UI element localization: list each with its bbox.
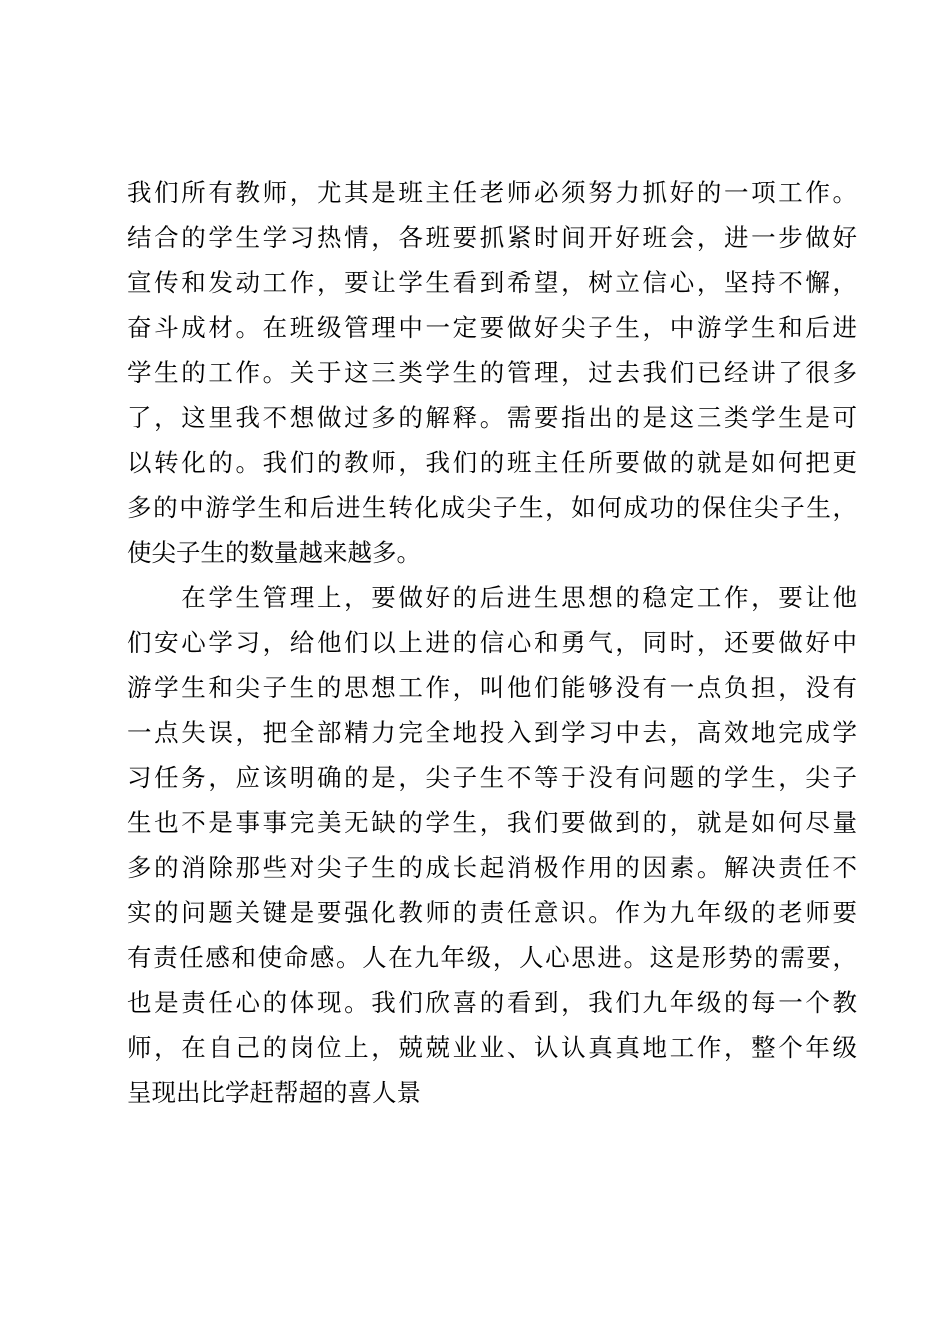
text-line: 也是责任心的体现。我们欣喜的看到，我们九年级的每一个教 [127,988,857,1017]
text-line: 以转化的。我们的教师，我们的班主任所要做的就是如何把更 [127,448,857,477]
text-line: 学生的工作。关于这三类学生的管理，过去我们已经讲了很多 [127,358,857,387]
text-line: 多的中游学生和后进生转化成尖子生，如何成功的保住尖子生， [127,493,857,522]
text-line: 使尖子生的数量越来越多。 [127,538,421,567]
text-line: 实的问题关键是要强化教师的责任意识。作为九年级的老师要 [127,898,857,927]
text-line: 结合的学生学习热情，各班要抓紧时间开好班会，进一步做好 [127,223,857,252]
text-line: 宣传和发动工作，要让学生看到希望，树立信心，坚持不懈， [127,268,857,297]
text-line: 生也不是事事完美无缺的学生，我们要做到的，就是如何尽量 [127,808,857,837]
text-line: 们安心学习，给他们以上进的信心和勇气，同时，还要做好中 [127,628,857,657]
text-line: 游学生和尖子生的思想工作，叫他们能够没有一点负担，没有 [127,673,857,702]
text-line: 我们所有教师，尤其是班主任老师必须努力抓好的一项工作。 [127,178,857,207]
text-line: 呈现出比学赶帮超的喜人景 [127,1078,421,1107]
text-line: 了，这里我不想做过多的解释。需要指出的是这三类学生是可 [127,403,857,432]
text-line: 在学生管理上，要做好的后进生思想的稳定工作，要让他 [127,583,857,612]
text-line: 习任务，应该明确的是，尖子生不等于没有问题的学生，尖子 [127,763,857,792]
text-line: 多的消除那些对尖子生的成长起消极作用的因素。解决责任不 [127,853,857,882]
text-line: 有责任感和使命感。人在九年级，人心思进。这是形势的需要， [127,943,857,972]
document-body [127,170,857,1115]
text-line: 师，在自己的岗位上，兢兢业业、认认真真地工作，整个年级 [127,1033,857,1062]
text-line: 奋斗成材。在班级管理中一定要做好尖子生，中游学生和后进 [127,313,857,342]
text-line: 一点失误，把全部精力完全地投入到学习中去，高效地完成学 [127,718,857,747]
